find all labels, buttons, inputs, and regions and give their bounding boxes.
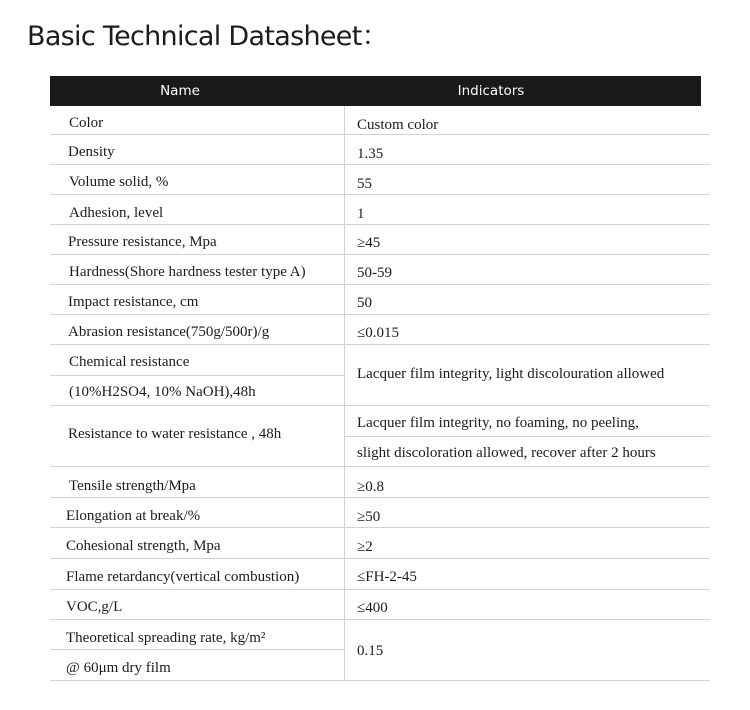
- row-divider: [50, 619, 710, 620]
- row-value: Lacquer film integrity, light discolouration allowed: [357, 366, 665, 382]
- row-value: ≤FH-2-45: [357, 569, 417, 585]
- row-value: 50-59: [357, 265, 392, 281]
- row-name: Cohesional strength, Mpa: [66, 538, 221, 554]
- row-name: Impact resistance, cm: [68, 294, 199, 310]
- header-name: Name: [160, 83, 200, 99]
- row-divider: [50, 164, 710, 165]
- row-name: Chemical resistance: [69, 354, 190, 370]
- row-divider: [50, 344, 710, 345]
- row-divider: [50, 558, 710, 559]
- row-divider: [50, 680, 710, 681]
- row-name: Elongation at break/%: [66, 508, 201, 524]
- row-value: 50: [357, 295, 372, 311]
- row-divider: [50, 134, 710, 135]
- row-divider: [50, 314, 710, 315]
- row-value-continued: slight discoloration allowed, recover after 2 hours: [357, 445, 656, 461]
- row-value: ≤0.015: [357, 325, 399, 341]
- row-divider: [344, 436, 710, 437]
- row-name: VOC,g/L: [66, 599, 123, 615]
- row-name-continued: @ 60μm dry film: [66, 660, 171, 676]
- row-value: ≥50: [357, 509, 381, 525]
- row-name: Abrasion resistance(750g/500r)/g: [68, 324, 270, 340]
- row-name: Hardness(Shore hardness tester type A): [69, 264, 306, 280]
- row-value: ≥45: [357, 235, 381, 251]
- row-divider: [50, 254, 710, 255]
- row-divider: [50, 649, 344, 650]
- row-divider: [50, 375, 344, 376]
- row-divider: [50, 466, 710, 467]
- row-name-continued: (10%H2SO4, 10% NaOH),48h: [69, 384, 256, 400]
- row-value: Custom color: [357, 117, 439, 133]
- row-divider: [50, 224, 710, 225]
- row-divider: [50, 405, 710, 406]
- row-name: Theoretical spreading rate, kg/m²: [66, 630, 266, 646]
- row-value: ≥0.8: [357, 479, 384, 495]
- row-divider: [50, 527, 710, 528]
- row-divider: [50, 497, 710, 498]
- row-value: ≥2: [357, 539, 373, 555]
- row-name: Pressure resistance, Mpa: [68, 234, 217, 250]
- row-divider: [50, 589, 710, 590]
- row-name: Tensile strength/Mpa: [69, 478, 196, 494]
- row-value: Lacquer film integrity, no foaming, no peeling,: [357, 415, 639, 431]
- row-value: 55: [357, 176, 372, 192]
- table-header: [50, 76, 701, 106]
- row-name: Density: [68, 144, 115, 160]
- row-name: Volume solid, %: [69, 174, 169, 190]
- row-value: 1.35: [357, 146, 384, 162]
- row-value: 1: [357, 206, 365, 222]
- row-name: Adhesion, level: [69, 205, 164, 221]
- row-name: Resistance to water resistance , 48h: [68, 426, 282, 442]
- row-divider: [50, 284, 710, 285]
- datasheet-table: [50, 106, 710, 681]
- page-title: Basic Technical Datasheet：: [27, 21, 388, 52]
- row-value: 0.15: [357, 643, 384, 659]
- column-divider: [344, 106, 345, 681]
- row-value: ≤400: [357, 600, 388, 616]
- row-name: Color: [69, 115, 104, 131]
- header-indicators: Indicators: [457, 83, 525, 99]
- row-divider: [50, 194, 710, 195]
- row-name: Flame retardancy(vertical combustion): [66, 569, 300, 585]
